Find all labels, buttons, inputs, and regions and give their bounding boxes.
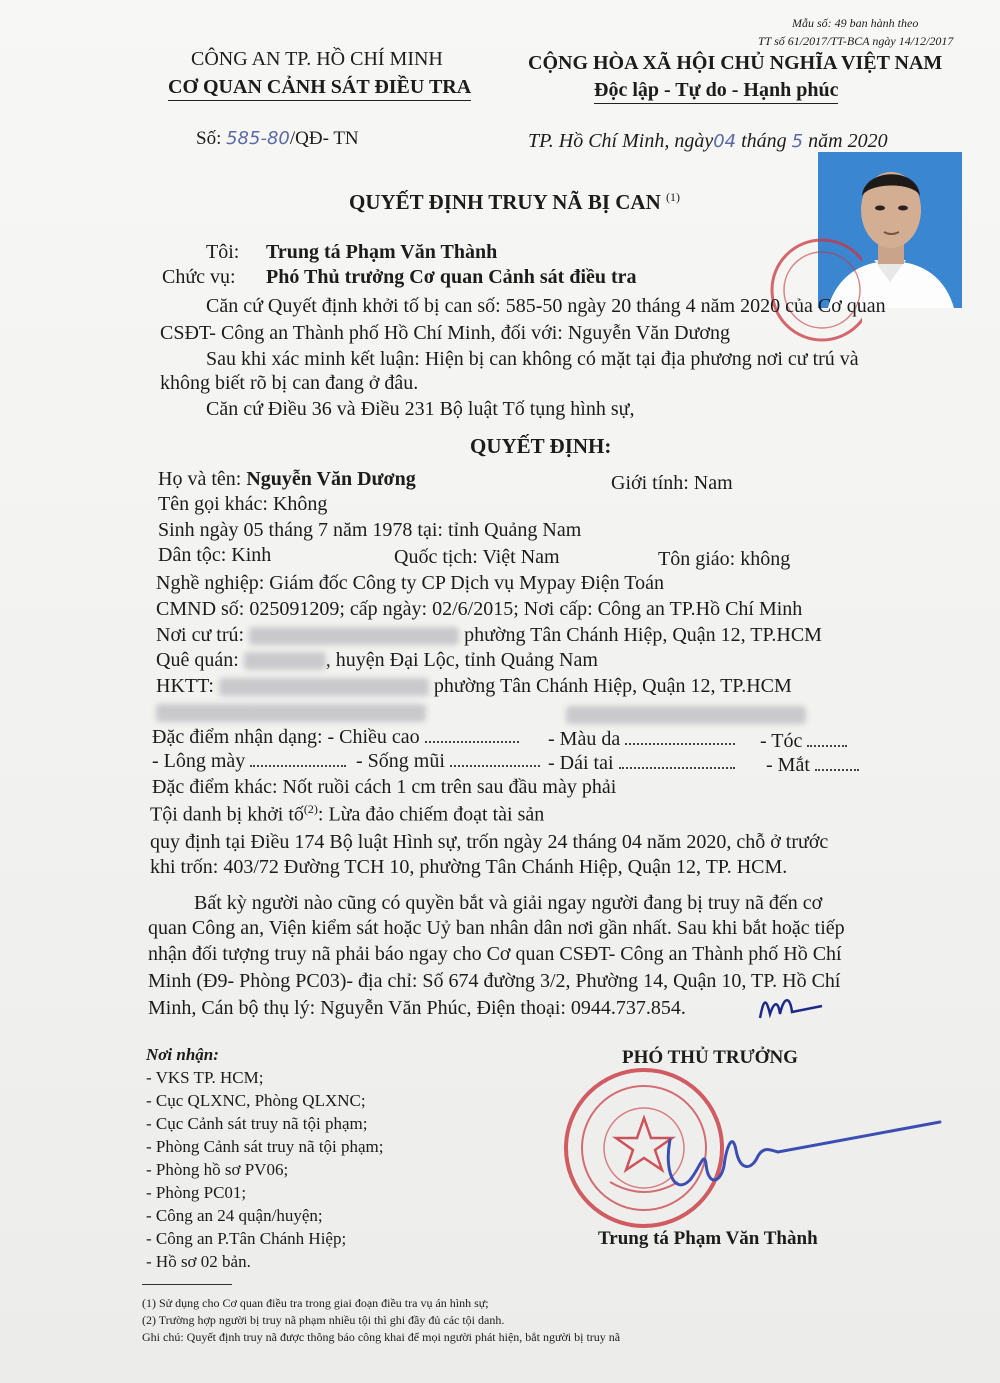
redacted-father <box>156 704 426 722</box>
basis-p2-line2: không biết rõ bị can đang ở đâu. <box>160 372 419 394</box>
recipient-item: - Phòng Cảnh sát truy nã tội phạm; <box>146 1137 384 1156</box>
charge-footnote-ref: (2) <box>303 802 318 816</box>
ears-blank <box>619 753 735 769</box>
signer-title: PHÓ THỦ TRƯỞNG <box>622 1047 798 1068</box>
recipient-item: - Cục Cảnh sát truy nã tội phạm; <box>146 1114 368 1133</box>
motto: Độc lập - Tự do - Hạnh phúc <box>594 79 838 104</box>
issuer-position: Phó Thủ trưởng Cơ quan Cảnh sát điều tra <box>266 266 637 288</box>
suspect-name: Nguyễn Văn Dương <box>246 468 416 490</box>
redacted-commune <box>244 652 326 670</box>
eyebrows-blank <box>250 751 346 767</box>
date-day: 04 <box>713 131 737 152</box>
features-row1 <box>152 726 519 749</box>
footnote-divider <box>142 1284 232 1285</box>
features-skin <box>548 728 735 751</box>
suspect-religion: Tôn giáo: không <box>658 548 791 570</box>
charge-row <box>150 802 544 827</box>
title-text: QUYẾT ĐỊNH TRUY NÃ BỊ CAN <box>349 190 661 214</box>
suspect-birth: Sinh ngày 05 tháng 7 năm 1978 tại: tỉnh Quảng Nam <box>158 519 582 541</box>
date-month: 5 <box>791 131 804 152</box>
suspect-ethnicity: Dân tộc: Kinh <box>158 544 272 566</box>
residence-visible: phường Tân Chánh Hiệp, Quận 12, TP.HCM <box>464 624 822 646</box>
height-blank <box>425 727 519 743</box>
eyes-blank <box>815 755 859 771</box>
footnote-note: Ghi chú: Quyết định truy nã được thông báo công khai để mọi người phát hiện, bắt người bị truy nã <box>142 1330 621 1344</box>
charge-label: Tội danh bị khởi tố <box>150 803 304 826</box>
instructions-line3: nhận đối tượng truy nã phải báo ngay cho Cơ quan CSĐT- Công an Thành phố Hồ Chí <box>148 943 842 965</box>
skin-label: - Màu da <box>548 728 621 750</box>
agency-name: CÔNG AN TP. HỒ CHÍ MINH <box>191 48 443 70</box>
recipient-item: - Cục QLXNC, Phòng QLXNC; <box>146 1091 366 1110</box>
suspect-alias: Tên gọi khác: Không <box>158 493 328 515</box>
suspect-hometown <box>156 649 598 672</box>
redacted-parents-row <box>156 704 426 722</box>
footnote-1: (1) Sử dụng cho Cơ quan điều tra trong giai đoạn điều tra vụ án hình sự; <box>142 1296 489 1310</box>
recipients-heading: Nơi nhận: <box>146 1045 219 1064</box>
footnote-2: (2) Trường hợp người bị truy nã phạm nhiều tội thì ghi đầy đủ các tội danh. <box>142 1313 505 1327</box>
residence-label: Nơi cư trú: <box>156 624 245 646</box>
hktt-label: HKTT: <box>156 675 214 697</box>
issuer-name-label: Tôi: <box>206 241 240 263</box>
date-month-word: tháng <box>741 130 787 152</box>
country-name: CỘNG HÒA XÃ HỘI CHỦ NGHĨA VIỆT NAM <box>528 52 943 74</box>
charge-line2: quy định tại Điều 174 Bộ luật Hình sự, trốn ngày 24 tháng 04 năm 2020, chỗ ở trước <box>150 831 829 853</box>
charge-line3: khi trốn: 403/72 Đường TCH 10, phường Tân Chánh Hiệp, Quận 12, TP. HCM. <box>150 856 788 878</box>
hktt-visible: phường Tân Chánh Hiệp, Quận 12, TP.HCM <box>433 675 792 697</box>
document-title <box>349 190 680 215</box>
charge-text: : Lừa đảo chiếm đoạt tài sản <box>317 803 545 826</box>
handwritten-signature <box>660 1110 950 1210</box>
features-eyes <box>766 754 859 777</box>
nose-label: - Sống mũi <box>356 750 445 772</box>
basis-p3: Căn cứ Điều 36 và Điều 231 Bộ luật Tố tụng hình sự, <box>206 398 635 420</box>
suspect-name-row <box>158 468 416 491</box>
recipient-item: - Phòng hồ sơ PV06; <box>146 1160 289 1179</box>
suspect-residence <box>156 624 822 647</box>
recipient-item: - Hồ sơ 02 bản. <box>146 1252 251 1271</box>
redacted-mother <box>566 706 806 724</box>
features-eyebrows <box>152 750 346 773</box>
instructions-line5: Minh, Cán bộ thụ lý: Nguyễn Văn Phúc, Điện thoại: 0944.737.854. <box>148 997 686 1019</box>
date-prefix: TP. Hồ Chí Minh, ngày <box>528 130 714 152</box>
recipient-item: - Công an 24 quận/huyện; <box>146 1206 323 1225</box>
date-year: năm 2020 <box>808 130 888 152</box>
signer-name: Trung tá Phạm Văn Thành <box>598 1228 818 1249</box>
suspect-id-card: CMND số: 025091209; cấp ngày: 02/6/2015; Nơi cấp: Công an TP.Hồ Chí Minh <box>156 598 803 620</box>
unit-name: CƠ QUAN CẢNH SÁT ĐIỀU TRA <box>168 76 471 101</box>
template-note-line1: Mẫu số: 49 ban hành theo <box>792 16 919 30</box>
hair-label: - Tóc <box>760 730 803 752</box>
features-height: Đặc điểm nhận dạng: - Chiều cao <box>152 726 420 748</box>
features-hair <box>760 730 847 753</box>
suspect-nationality: Quốc tịch: Việt Nam <box>394 546 560 568</box>
document-number <box>196 128 359 150</box>
number-prefix: Số: <box>196 128 222 149</box>
suspect-occupation: Nghề nghiệp: Giám đốc Công ty CP Dịch vụ Mypay Điện Toán <box>156 572 664 594</box>
basis-p1-line2: CSĐT- Công an Thành phố Hồ Chí Minh, đối với: Nguyễn Văn Dương <box>160 322 730 344</box>
other-features: Đặc điểm khác: Nốt ruồi cách 1 cm trên sau đầu mày phải <box>152 776 617 798</box>
basis-p1-line1: Căn cứ Quyết định khởi tố bị can số: 585-50 ngày 20 tháng 4 năm 2020 của Cơ quan <box>206 295 886 317</box>
number-handwritten: 585-80 <box>226 128 290 149</box>
features-ears <box>548 752 735 775</box>
initial-mark <box>756 992 826 1022</box>
suspect-gender: Giới tính: Nam <box>611 472 733 494</box>
features-nose <box>356 750 540 773</box>
issuer-position-label: Chức vụ: <box>162 266 236 288</box>
redacted-hktt-address <box>219 678 429 696</box>
basis-p2-line1: Sau khi xác minh kết luận: Hiện bị can không có mặt tại địa phương nơi cư trú và <box>206 348 859 370</box>
suspect-name-label: Họ và tên: <box>158 468 242 490</box>
decision-heading: QUYẾT ĐỊNH: <box>470 434 612 458</box>
hometown-label: Quê quán: <box>156 649 239 671</box>
recipient-item: - Công an P.Tân Chánh Hiệp; <box>146 1229 347 1248</box>
instructions-line2: quan Công an, Viện kiểm sát hoặc Uỷ ban nhân dân nơi gần nhất. Sau khi bắt hoặc tiếp <box>148 917 845 939</box>
recipient-item: - VKS TP. HCM; <box>146 1068 264 1087</box>
nose-blank <box>450 751 540 767</box>
instructions-line4: Minh (Đ9- Phòng PC03)- địa chỉ: Số 674 đường 3/2, Phường 14, Quận 10, TP. Hồ Chí <box>148 970 841 992</box>
recipient-item: - Phòng PC01; <box>146 1183 247 1202</box>
redacted-address <box>249 627 459 645</box>
document-date <box>528 130 888 153</box>
template-note-line2: TT số 61/2017/TT-BCA ngày 14/12/2017 <box>758 34 954 48</box>
redacted-mother-wrap <box>566 706 806 724</box>
skin-blank <box>625 729 735 745</box>
hair-blank <box>807 731 847 747</box>
title-footnote-ref: (1) <box>666 190 680 204</box>
issuer-name: Trung tá Phạm Văn Thành <box>266 241 498 263</box>
eyes-label: - Mắt <box>766 754 810 776</box>
eyebrows-label: - Lông mày <box>152 750 246 772</box>
hometown-visible: , huyện Đại Lộc, tỉnh Quảng Nam <box>325 649 598 671</box>
ears-label: - Dái tai <box>548 752 614 774</box>
seal-stamp-upper <box>752 228 862 348</box>
instructions-line1: Bất kỳ người nào cũng có quyền bắt và giải ngay người đang bị truy nã đến cơ <box>194 892 823 914</box>
number-suffix: /QĐ- TN <box>289 128 359 149</box>
suspect-hktt <box>156 675 792 698</box>
